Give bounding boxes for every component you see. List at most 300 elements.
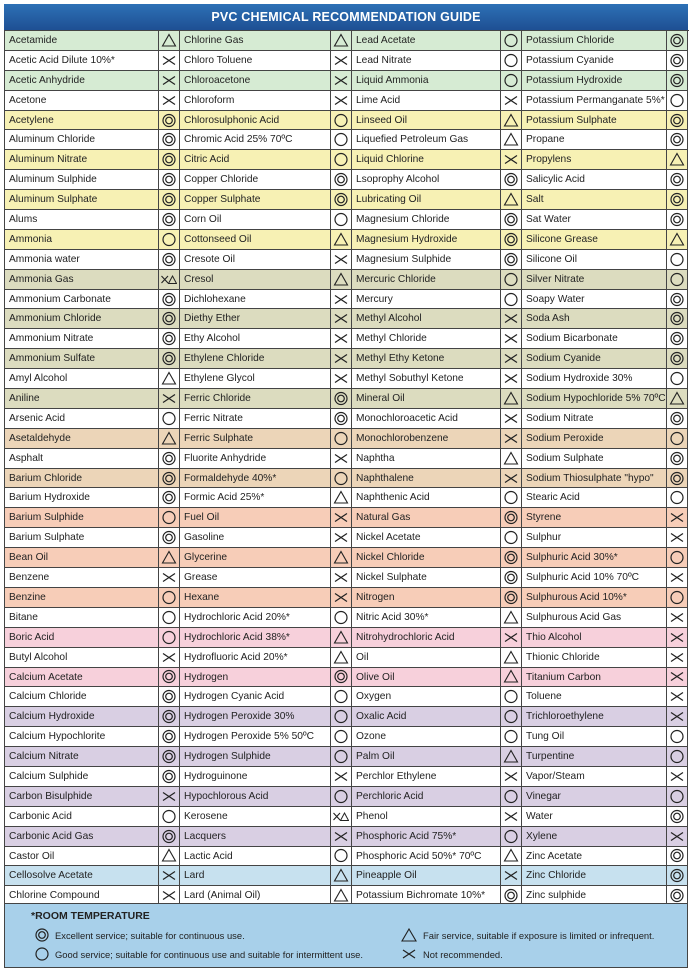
circle-icon [503,490,519,505]
circle-icon [333,729,349,744]
triangle-icon [333,650,349,665]
double-circle-icon [161,252,177,267]
rating-symbol [331,309,351,328]
cross-icon [333,590,349,605]
chemical-cell [5,349,180,369]
legend-fair-label: Fair service, suitable if exposure is limited or infrequent. [423,929,655,941]
triangle-icon [669,232,685,247]
chemical-name: Ammonium Sulfate [5,349,159,368]
circle-icon [669,431,685,446]
chemical-cell [180,767,352,787]
double-circle-icon [161,490,177,505]
rating-symbol [667,787,687,806]
rating-symbol [159,409,179,428]
rating-symbol [667,488,687,507]
double-circle-icon [161,829,177,844]
chemical-name: Benzene [5,568,159,587]
chemical-name: Cellosolve Acetate [5,866,159,885]
chemical-name: Citric Acid [180,150,331,169]
circle-icon [333,749,349,764]
cross-icon [503,411,519,426]
chemical-name: Castor Oil [5,847,159,866]
chemical-name: Hydrochloric Acid 38%* [180,628,331,647]
double-circle-icon [333,411,349,426]
double-circle-icon [669,172,685,187]
chemical-name: Monochlorobenzene [352,429,501,448]
chemical-name: Hydrofluoric Acid 20%* [180,648,331,667]
circle-icon [503,689,519,704]
chemical-cell [352,51,522,71]
chemical-name: Barium Chloride [5,469,159,488]
chemical-name: Asphalt [5,449,159,468]
chemical-cell [522,91,688,111]
chemical-cell [522,31,688,51]
chemical-cell [522,111,688,131]
double-circle-icon [503,510,519,525]
chemical-cell [522,51,688,71]
chemical-cell [352,528,522,548]
double-circle-icon [503,570,519,585]
cross-icon [669,689,685,704]
chemical-cell [180,508,352,528]
chemical-name: Soapy Water [522,290,667,309]
chemical-cell [180,250,352,270]
chemical-cell [352,628,522,648]
chemical-cell [522,847,688,867]
chemical-name: Zinc Acetate [522,847,667,866]
chemical-cell [522,827,688,847]
circle-icon [503,53,519,68]
rating-symbol [159,568,179,587]
chemical-name: Mercury [352,290,501,309]
chemical-cell [352,608,522,628]
rating-symbol [667,91,687,110]
rating-symbol [667,847,687,866]
chemical-name: Carbon Bisulphide [5,787,159,806]
double-circle-icon [503,212,519,227]
chemical-cell [5,429,180,449]
double-circle-icon [669,451,685,466]
chemical-name: Sulphurous Acid 10%* [522,588,667,607]
chemical-name: Linseed Oil [352,111,501,130]
rating-symbol [331,449,351,468]
rating-symbol [331,329,351,348]
chemical-name: Zinc sulphide [522,886,667,905]
chemical-name: Perchlor Ethylene [352,767,501,786]
chemical-name: Lead Acetate [352,31,501,50]
chemical-name: Ammonia water [5,250,159,269]
triangle-icon [503,391,519,406]
table-row [5,230,689,250]
triangle-icon [669,391,685,406]
double-circle-icon [161,729,177,744]
cross-icon [669,570,685,585]
rating-symbol [331,369,351,388]
triangle-icon [333,888,349,903]
double-circle-icon [669,471,685,486]
rating-symbol [501,250,521,269]
rating-symbol [331,270,351,289]
chemical-cell [522,707,688,727]
chemical-cell [522,866,688,886]
rating-symbol [667,608,687,627]
chemical-cell [5,71,180,91]
cross-icon [333,769,349,784]
rating-symbol [331,150,351,169]
chemical-name: Aluminum Nitrate [5,150,159,169]
rating-symbol [501,329,521,348]
cross-icon [333,252,349,267]
double-circle-icon [161,709,177,724]
rating-symbol [159,31,179,50]
table-row [5,51,689,71]
chemical-cell [352,707,522,727]
rating-symbol [667,111,687,130]
double-circle-icon [333,192,349,207]
rating-symbol [667,51,687,70]
rating-symbol [667,230,687,249]
chemical-name: Chromic Acid 25% 70ºC [180,130,331,149]
chemical-name: Nickel Chloride [352,548,501,567]
circle-icon [333,113,349,128]
rating-symbol [667,329,687,348]
rating-symbol [501,349,521,368]
double-circle-icon [35,928,49,942]
chemical-name: Sulphur [522,528,667,547]
cross-icon [333,93,349,108]
table-row [5,568,689,588]
chemical-name: Dichlohexane [180,290,331,309]
rating-symbol [501,668,521,687]
rating-symbol [501,210,521,229]
chemical-name: Barium Sulphide [5,508,159,527]
chemical-cell [352,270,522,290]
rating-symbol [331,687,351,706]
chemical-cell [180,827,352,847]
chemical-cell [352,329,522,349]
cross-icon [333,530,349,545]
chemical-name: Chloro Toluene [180,51,331,70]
chemical-name: Nitrogen [352,588,501,607]
rating-symbol [331,488,351,507]
chemical-name: Soda Ash [522,309,667,328]
cross-icon [503,93,519,108]
cross-icon [333,371,349,386]
triangle-icon [503,451,519,466]
chemical-cell [522,767,688,787]
chart-page [4,4,688,968]
chemical-cell [352,449,522,469]
chemical-name: Stearic Acid [522,488,667,507]
chemical-name: Calcium Sulphide [5,767,159,786]
chemical-name: Ammonia Gas [5,270,159,289]
chemical-name: Amyl Alcohol [5,369,159,388]
cross-icon [401,947,417,961]
triangle-icon [503,132,519,147]
chemical-name: Nickel Acetate [352,528,501,547]
chemical-name: Salt [522,190,667,209]
chemical-name: Formaldehyde 40%* [180,469,331,488]
chemical-name: Ammonium Carbonate [5,290,159,309]
rating-symbol [159,111,179,130]
circle-icon [333,689,349,704]
legend-good [35,947,363,961]
rating-symbol [501,51,521,70]
chemical-name: Lsoprophy Alcohol [352,170,501,189]
table-row [5,648,689,668]
table-row [5,827,689,847]
rating-symbol [159,847,179,866]
triangle-icon [333,868,349,883]
chemical-name: Olive Oil [352,668,501,687]
chemical-name: Copper Sulphate [180,190,331,209]
triangle-icon [503,749,519,764]
double-circle-icon [503,888,519,903]
chemical-name: Potassium Cyanide [522,51,667,70]
table-row [5,687,689,707]
double-circle-icon [669,809,685,824]
triangle-icon [161,371,177,386]
rating-symbol [501,150,521,169]
rating-symbol [331,290,351,309]
table-row [5,31,689,51]
rating-symbol [159,528,179,547]
chemical-cell [352,190,522,210]
chemical-cell [180,668,352,688]
table-row [5,190,689,210]
double-circle-icon [669,212,685,227]
table-row [5,727,689,747]
cross-icon [503,331,519,346]
chemical-cell [180,210,352,230]
chemical-name: Cottonseed Oil [180,230,331,249]
chemical-cell [5,866,180,886]
double-circle-icon [161,451,177,466]
circle-icon [333,848,349,863]
rating-symbol [667,369,687,388]
chemical-name: Natural Gas [352,508,501,527]
chemical-cell [522,608,688,628]
chemical-cell [352,250,522,270]
double-circle-icon [503,252,519,267]
chemical-cell [180,130,352,150]
chemical-cell [180,847,352,867]
chemical-name: Lard (Animal Oil) [180,886,331,905]
circle-icon [333,132,349,147]
rating-symbol [159,329,179,348]
chemical-cell [522,588,688,608]
chemical-cell [522,329,688,349]
table-row [5,270,689,290]
triangle-icon [503,669,519,684]
chemical-cell [522,668,688,688]
chemical-cell [522,687,688,707]
circle-icon [333,212,349,227]
cross-icon [503,371,519,386]
rating-symbol [331,866,351,885]
rating-symbol [501,170,521,189]
chemical-cell [180,548,352,568]
chemical-cell [5,747,180,767]
chemical-name: Calcium Nitrate [5,747,159,766]
rating-symbol [501,31,521,50]
table-row [5,130,689,150]
chemical-cell [522,488,688,508]
chemical-name: Carbonic Acid [5,807,159,826]
chemical-name: Butyl Alcohol [5,648,159,667]
legend-good-label: Good service; suitable for continuous use and suitable for intermittent use. [55,948,363,960]
chemical-cell [352,71,522,91]
double-circle-icon [161,192,177,207]
chemical-cell [352,130,522,150]
double-circle-icon [503,232,519,247]
rating-symbol [331,827,351,846]
chemical-cell [522,648,688,668]
chemical-cell [522,210,688,230]
cross-icon [161,570,177,585]
chemical-name: Mineral Oil [352,389,501,408]
rating-symbol [667,270,687,289]
circle-icon [503,789,519,804]
chemical-name: Ethy Alcohol [180,329,331,348]
table-row [5,608,689,628]
table-row [5,707,689,727]
cross-icon [503,351,519,366]
rating-symbol [159,51,179,70]
chemical-cell [522,190,688,210]
circle-icon [161,510,177,525]
rating-symbol [501,827,521,846]
rating-symbol [501,528,521,547]
chemical-name: Calcium Acetate [5,668,159,687]
double-circle-icon [161,311,177,326]
chemical-name: Thionic Chloride [522,648,667,667]
chemical-name: Phosphoric Acid 50%* 70ºC [352,847,501,866]
rating-symbol [667,747,687,766]
circle-icon [503,530,519,545]
chemical-cell [180,111,352,131]
chemical-name: Sodium Cyanide [522,349,667,368]
chemical-name: Chloroform [180,91,331,110]
chemical-name: Sodium Bicarbonate [522,329,667,348]
chemical-cell [522,429,688,449]
chemical-name: Salicylic Acid [522,170,667,189]
table-row [5,747,689,767]
rating-symbol [159,767,179,786]
chemical-cell [5,309,180,329]
rating-symbol [331,469,351,488]
circle-icon [669,371,685,386]
chemical-name: Hydroguinone [180,767,331,786]
chemical-name: Calcium Chloride [5,687,159,706]
circle-icon [161,610,177,625]
double-circle-icon [669,53,685,68]
rating-symbol [331,727,351,746]
rating-symbol [159,389,179,408]
cross-icon [333,829,349,844]
double-circle-icon [669,192,685,207]
rating-symbol [667,71,687,90]
chemical-name: Barium Sulphate [5,528,159,547]
chemical-name: Hydrogen Sulphide [180,747,331,766]
cross-icon [333,351,349,366]
chemical-cell [5,190,180,210]
chemical-name: Phosphoric Acid 75%* [352,827,501,846]
circle-icon [333,709,349,724]
chemical-cell [352,488,522,508]
rating-symbol [331,429,351,448]
rating-symbol [159,91,179,110]
table-row [5,71,689,91]
chemical-name: Sodium Sulphate [522,449,667,468]
double-circle-icon [161,132,177,147]
chemical-name: Chlorine Gas [180,31,331,50]
chemical-cell [352,111,522,131]
rating-symbol [331,707,351,726]
triangle-icon [333,630,349,645]
rating-symbol [159,290,179,309]
chemical-cell [352,31,522,51]
circle-icon [669,550,685,565]
chemical-cell [352,409,522,429]
rating-symbol [667,508,687,527]
table-row [5,528,689,548]
chemical-cell [180,91,352,111]
rating-symbol [331,588,351,607]
rating-symbol [159,170,179,189]
chemical-name: Arsenic Acid [5,409,159,428]
chemical-name: Bean Oil [5,548,159,567]
circle-icon [503,73,519,88]
chemical-cell [5,210,180,230]
chemical-cell [180,329,352,349]
chemical-cell [5,727,180,747]
cross-icon [503,152,519,167]
cross-icon [161,650,177,665]
chemical-cell [180,528,352,548]
rating-symbol [159,668,179,687]
chemical-name: Thio Alcohol [522,628,667,647]
chemical-name: Cresote Oil [180,250,331,269]
circle-icon [669,93,685,108]
circle-icon [161,630,177,645]
double-circle-icon [669,113,685,128]
rating-symbol [331,349,351,368]
chemical-name: Liquid Chlorine [352,150,501,169]
chemical-cell [5,449,180,469]
double-circle-icon [161,689,177,704]
chemical-cell [522,230,688,250]
triangle-icon [333,550,349,565]
chemical-name: Turpentine [522,747,667,766]
double-circle-icon [161,530,177,545]
chemical-cell [352,469,522,489]
cross-icon [333,331,349,346]
double-circle-icon [161,212,177,227]
chemical-cell [352,150,522,170]
chemical-name: Hydrogen Peroxide 30% [180,707,331,726]
chemical-cell [522,787,688,807]
rating-symbol [159,71,179,90]
chemical-name: Hydrochloric Acid 20%* [180,608,331,627]
chemical-name: Lubricating Oil [352,190,501,209]
table-row [5,250,689,270]
rating-symbol [667,866,687,885]
chemical-name: Titanium Carbon [522,668,667,687]
chemical-cell [352,747,522,767]
double-circle-icon [161,331,177,346]
rating-symbol [159,866,179,885]
